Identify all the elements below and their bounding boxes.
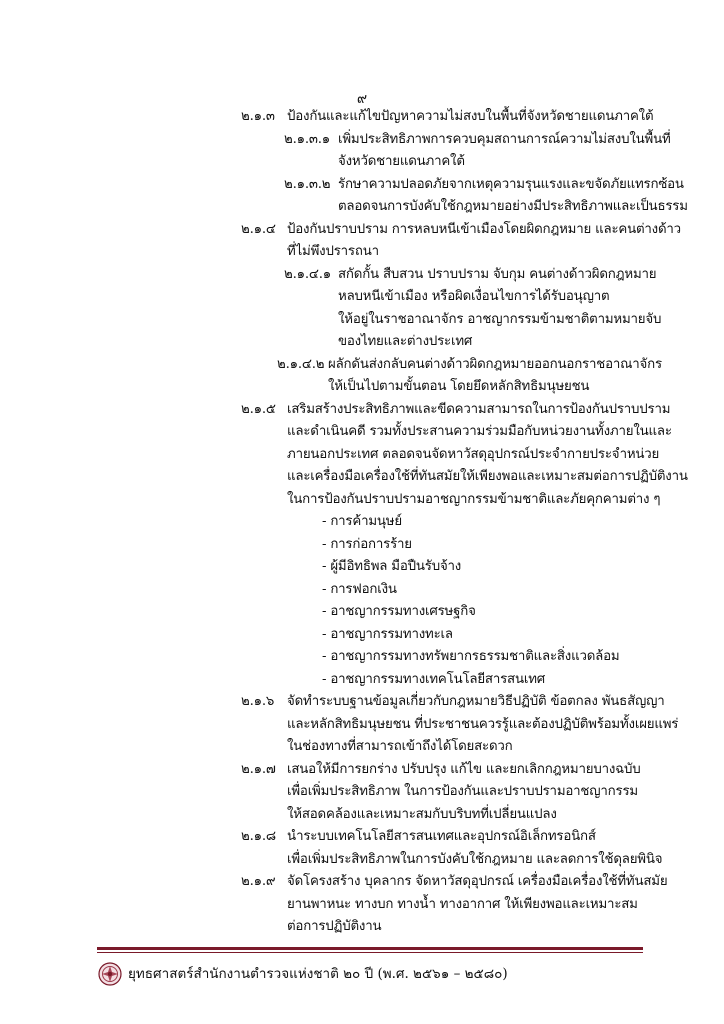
bullet-text: - อาชญากรรมทางเทคโนโลยีสารสนเทศ (322, 671, 546, 687)
bullet-line (0, 534, 724, 557)
item-text: จังหวัดชายแดนภาคใต้ (338, 154, 465, 169)
bullet-line (0, 579, 724, 602)
item-number: ๒.๑.๓.๑ (284, 131, 331, 147)
item-number: ๒.๑.๓ (241, 109, 275, 124)
item-number: ๒.๑.๔ (241, 221, 276, 237)
section-line (0, 489, 724, 512)
section-line (0, 759, 724, 782)
bullet-text: - การค้ามนุษย์ (322, 514, 402, 529)
section-line (0, 804, 724, 827)
item-text: ป้องกันและแก้ไขปัญหาความไม่สงบในพื้นที่จังหวัดชายแดนภาคใต้ (287, 109, 654, 124)
section-line (0, 466, 724, 489)
bullet-text: - ผู้มีอิทธิพล มือปืนรับจ้าง (322, 559, 462, 574)
section-line (0, 106, 724, 129)
bullet-line (0, 646, 724, 669)
section-line (0, 331, 724, 354)
item-number: ๒.๑.๔.๑ (284, 266, 331, 282)
item-text: รักษาความปลอดภัยจากเหตุความรุนแรงและขจัดภัยแทรกซ้อน (338, 176, 684, 192)
item-text: ให้อยู่ในราชอาณาจักร อาชญากรรมข้ามชาติตามหมายจับ (338, 311, 662, 327)
bullet-text: - อาชญากรรมทางทะเล (322, 626, 453, 642)
section-line (0, 736, 724, 759)
item-text: ในการป้องกันปราบปรามอาชญากรรมข้ามชาติและภัยคุกคามต่าง ๆ (287, 491, 661, 507)
section-line (0, 916, 724, 939)
item-text: ต่อการปฏิบัติงาน (287, 919, 382, 934)
bullet-text: - อาชญากรรมทางเศรษฐกิจ (322, 604, 476, 619)
section-line (0, 781, 724, 804)
item-text: และดำเนินคดี รวมทั้งประสานความร่วมมือกับหน่วยงานทั้งภายในและ (287, 424, 672, 439)
bullet-line (0, 624, 724, 647)
item-text: ในช่องทางที่สามารถเข้าถึงได้โดยสะดวก (287, 739, 513, 754)
item-text: ผลักดันส่งกลับคนต่างด้าวผิดกฎหมายออกนอกราชอาณาจักร (328, 356, 662, 372)
page-number: ๙ (356, 91, 368, 107)
item-text: เสริมสร้างประสิทธิภาพและขีดความสามารถในการป้องกันปราบปราม (287, 401, 671, 417)
item-text: เพิ่มประสิทธิภาพการควบคุมสถานการณ์ความไม่สงบในพื้นที่ (338, 131, 671, 147)
bullet-line (0, 601, 724, 624)
section-line (0, 421, 724, 444)
item-text: ยานพาหนะ ทางบก ทางน้ำ ทางอากาศ ให้เพียงพอและเหมาะสม (287, 896, 638, 912)
item-text: ภายนอกประเทศ ตลอดจนจัดหาวัสดุอุปกรณ์ประจำกายประจำหน่วย (287, 446, 660, 462)
item-text: และหลักสิทธิมนุษยชน ที่ประชาชนควรรู้และต้องปฏิบัติพร้อมทั้งเผยแพร่ (287, 716, 679, 732)
bullet-line (0, 556, 724, 579)
section-line (0, 241, 724, 264)
item-text: ตลอดจนการบังคับใช้กฎหมายอย่างมีประสิทธิภาพและเป็นธรรม (338, 199, 688, 214)
section-line (0, 714, 724, 737)
item-text: และเครื่องมือเครื่องใช้ที่ทันสมัยให้เพียงพอและเหมาะสมต่อการปฏิบัติงาน (287, 469, 688, 484)
section-line (0, 174, 724, 197)
bullet-line (0, 511, 724, 534)
section-line (0, 196, 724, 219)
section-line (0, 894, 724, 917)
item-text: ที่ไม่พึงปรารถนา (287, 244, 379, 259)
item-text: จัดโครงสร้าง บุคลากร จัดหาวัสดุอุปกรณ์ เครื่องมือเครื่องใช้ที่ทันสมัย (287, 874, 668, 889)
item-text: ให้สอดคล้องและเหมาะสมกับบริบทที่เปลี่ยนแปลง (287, 806, 557, 822)
item-number: ๒.๑.๙ (241, 874, 276, 889)
section-line (0, 264, 724, 287)
section-line (0, 826, 724, 849)
item-number: ๒.๑.๕ (241, 401, 276, 417)
bullet-line (0, 669, 724, 692)
section-line (0, 151, 724, 174)
item-text: เพื่อเพิ่มประสิทธิภาพ ในการป้องกันและปราบปรามอาชญากรรม (287, 784, 638, 799)
section-line (0, 399, 724, 422)
footer-rule-thick (97, 947, 643, 950)
page-content (0, 106, 724, 939)
footer-title: ยุทธศาสตร์สำนักงานตำรวจแห่งชาติ ๒๐ ปี (พ.ศ. ๒๕๖๑ – ๒๕๘๐) (128, 966, 508, 982)
section-line (0, 309, 724, 332)
item-number: ๒.๑.๔.๒ (277, 356, 325, 372)
section-line (0, 219, 724, 242)
item-text: หลบหนีเข้าเมือง หรือผิดเงื่อนไขการได้รับอนุญาต (338, 289, 610, 304)
section-line (0, 444, 724, 467)
item-text: ให้เป็นไปตามขั้นตอน โดยยึดหลักสิทธิมนุษยชน (328, 379, 590, 394)
item-text: ของไทยและต่างประเทศ (338, 334, 473, 349)
item-text: จัดทำระบบฐานข้อมูลเกี่ยวกับกฎหมายวิธีปฏิบัติ ข้อตกลง พันธสัญญา (287, 694, 665, 709)
item-number: ๒.๑.๖ (241, 694, 275, 709)
item-number: ๒.๑.๘ (241, 829, 276, 844)
item-text: เสนอให้มีการยกร่าง ปรับปรุง แก้ไข และยกเลิกกฎหมายบางฉบับ (287, 761, 641, 777)
footer-rule-thin (97, 952, 643, 953)
police-emblem-icon (98, 962, 122, 986)
bullet-text: - การก่อการร้าย (322, 536, 412, 552)
section-line (0, 376, 724, 399)
item-number: ๒.๑.๗ (241, 761, 276, 777)
section-line (0, 354, 724, 377)
item-text: เพื่อเพิ่มประสิทธิภาพในการบังคับใช้กฎหมาย และลดการใช้ดุลยพินิจ (287, 851, 663, 867)
section-line (0, 286, 724, 309)
section-line (0, 691, 724, 714)
item-text: ป้องกันปราบปราม การหลบหนีเข้าเมืองโดยผิดกฎหมาย และคนต่างด้าว (287, 221, 681, 237)
section-line (0, 129, 724, 152)
section-line (0, 871, 724, 894)
item-text: สกัดกั้น สืบสวน ปราบปราม จับกุม คนต่างด้าวผิดกฎหมาย (338, 266, 657, 282)
item-number: ๒.๑.๓.๒ (284, 176, 331, 192)
section-line (0, 849, 724, 872)
bullet-text: - อาชญากรรมทางทรัพยากรธรรมชาติและสิ่งแวดล้อม (322, 649, 620, 664)
bullet-text: - การฟอกเงิน (322, 581, 397, 597)
item-text: นำระบบเทคโนโลยีสารสนเทศและอุปกรณ์อิเล็กทรอนิกส์ (287, 829, 596, 844)
